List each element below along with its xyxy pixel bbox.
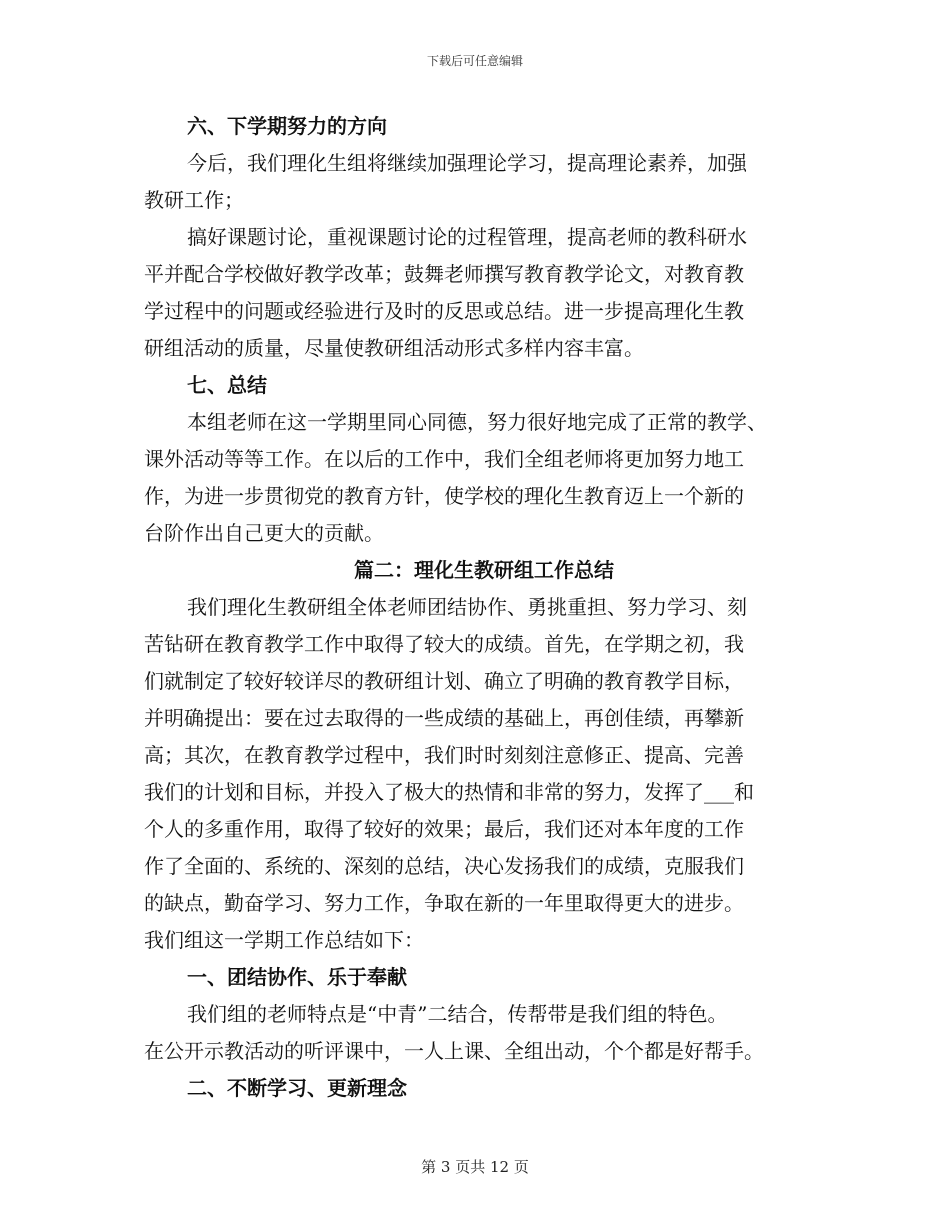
- paragraph-line: 高；其次，在教育教学过程中，我们时时刻刻注意修正、提高、完善: [144, 743, 744, 767]
- paragraph-first-line: 今后，我们理化生组将继续加强理论学习，提高理论素养，加强: [187, 151, 747, 175]
- paragraph-line: 平并配合学校做好教学改革；鼓舞老师撰写教育教学论文，对教育教: [144, 262, 744, 286]
- section-heading: 六、下学期努力的方向: [187, 114, 387, 138]
- paragraph-first-line: 我们组的老师特点是“中青”二结合，传帮带是我们组的特色。: [187, 1002, 728, 1026]
- paragraph-line: 并明确提出：要在过去取得的一些成绩的基础上，再创佳绩，再攀新: [144, 706, 744, 730]
- paragraph-line: 的缺点，勤奋学习、努力工作，争取在新的一年里取得更大的进步。: [144, 891, 744, 915]
- section-heading: 七、总结: [187, 373, 267, 397]
- paragraph-line: 教研工作；: [144, 188, 244, 212]
- paragraph-line: 作了全面的、系统的、深刻的总结，决心发扬我们的成绩，克服我们: [144, 854, 744, 878]
- article-title: 篇二：理化生教研组工作总结: [354, 558, 614, 582]
- document-body: [144, 108, 824, 1107]
- paragraph-line: 在公开示教活动的听评课中，一人上课、全组出动，个个都是好帮手。: [144, 1039, 764, 1063]
- paragraph-line: 课外活动等等工作。在以后的工作中，我们全组老师将更加努力地工: [144, 447, 744, 471]
- paragraph-line: 台阶作出自己更大的贡献。: [144, 521, 384, 545]
- paragraph-line: 作，为进一步贯彻党的教育方针，使学校的理化生教育迈上一个新的: [144, 484, 744, 508]
- header-note: 下载后可任意编辑: [426, 54, 523, 68]
- paragraph-first-line: 本组老师在这一学期里同心同德，努力很好地完成了正常的教学、: [187, 410, 767, 434]
- paragraph-line: 我们组这一学期工作总结如下：: [144, 928, 424, 952]
- paragraph-line: 学过程中的问题或经验进行及时的反思或总结。进一步提高理化生教: [144, 299, 744, 323]
- paragraph-line: 我们的计划和目标，并投入了极大的热情和非常的努力，发挥了___和: [144, 780, 754, 804]
- paragraph-first-line: 我们理化生教研组全体老师团结协作、勇挑重担、努力学习、刻: [187, 595, 747, 619]
- paragraph-line: 苦钻研在教育教学工作中取得了较大的成绩。首先，在学期之初，我: [144, 632, 744, 656]
- section-heading: 一、团结协作、乐于奉献: [187, 965, 407, 989]
- paragraph-line: 们就制定了较好较详尽的教研组计划、确立了明确的教育教学目标，: [144, 669, 744, 693]
- paragraph-line: 个人的多重作用，取得了较好的效果；最后，我们还对本年度的工作: [144, 817, 744, 841]
- paragraph-first-line: 搞好课题讨论，重视课题讨论的过程管理，提高老师的教科研水: [187, 225, 747, 249]
- paragraph-line: 研组活动的质量，尽量使教研组活动形式多样内容丰富。: [144, 336, 644, 360]
- section-heading: 二、不断学习、更新理念: [187, 1076, 407, 1100]
- page-number: 第 3 页共 12 页: [421, 1158, 529, 1176]
